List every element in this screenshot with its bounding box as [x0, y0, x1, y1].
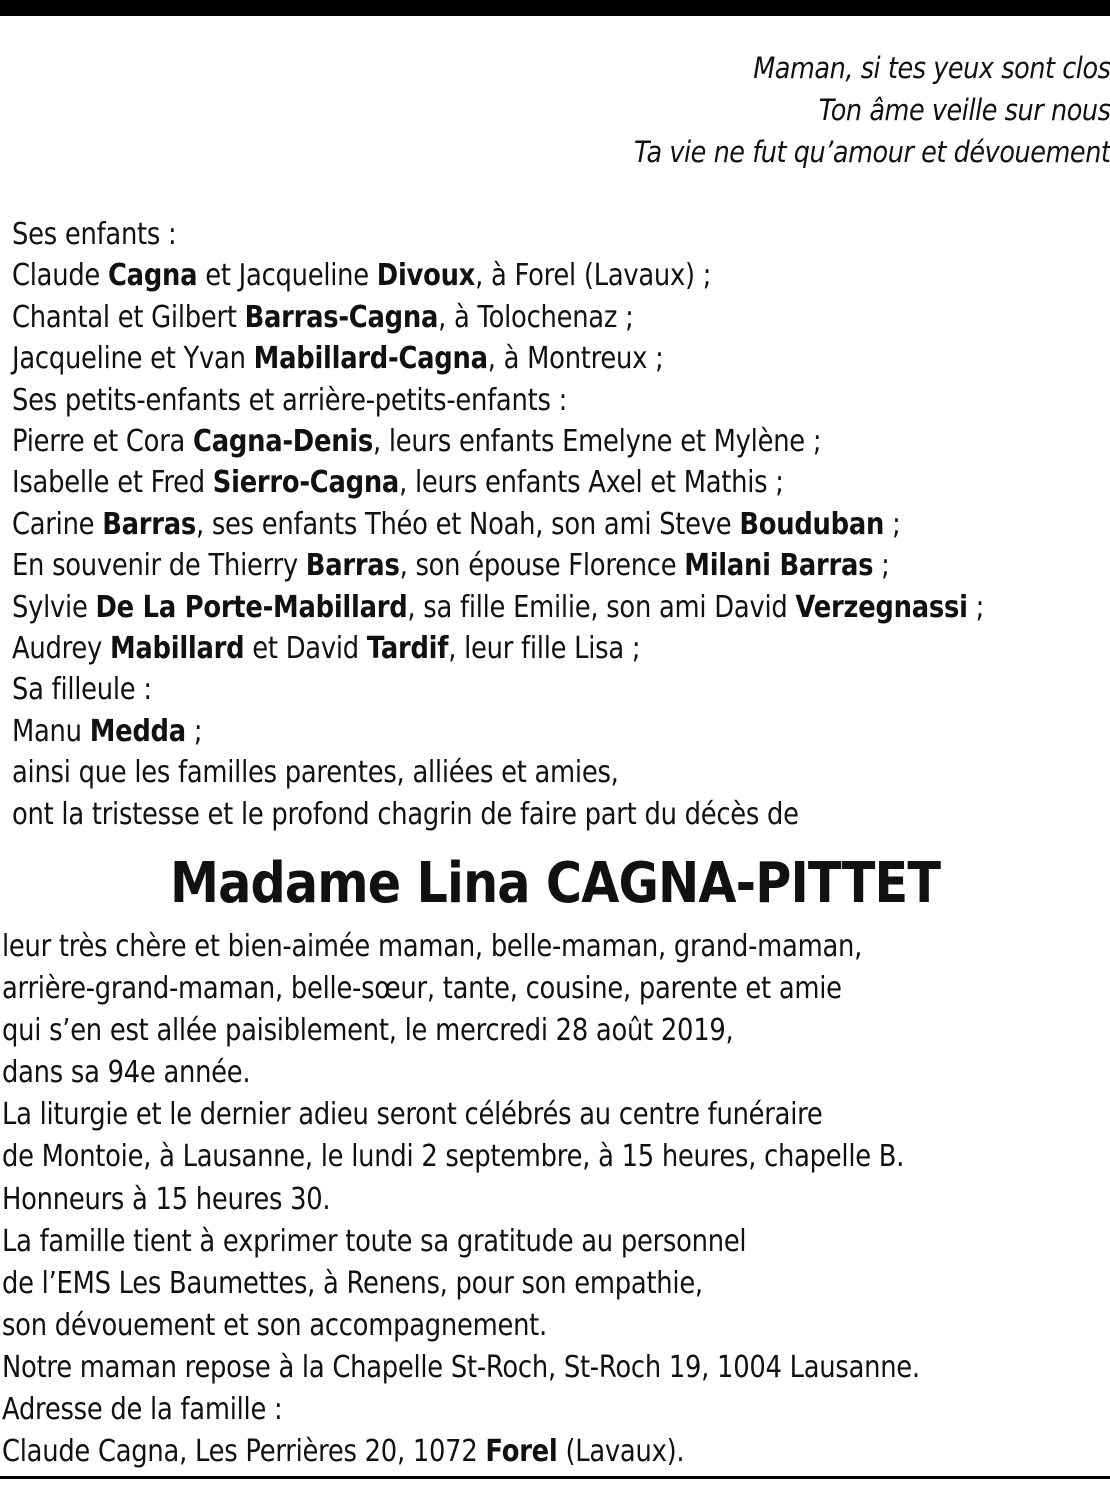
family-line [12, 255, 984, 296]
line-text: ; [185, 713, 203, 749]
line-text: , sa fille Emilie, son ami David [407, 589, 796, 625]
line-text: , ses enfants Théo et Noah, son ami Steve [195, 506, 740, 542]
surname-text: Milani Barras [684, 548, 874, 584]
surname-text: Medda [89, 713, 186, 749]
line-text: La liturgie et le dernier adieu seront célébrés au centre funéraire [2, 1097, 823, 1133]
family-line [12, 297, 984, 338]
line-text: Notre maman repose à la Chapelle St-Roch, St-Roch 19, 1004 Lausanne. [2, 1349, 920, 1385]
line-text: de Montoie, à Lausanne, le lundi 2 septembre, à 15 heures, chapelle B. [2, 1139, 905, 1175]
family-line [12, 752, 984, 793]
family-line [12, 587, 984, 628]
line-text: En souvenir de Thierry [12, 548, 306, 584]
epigraph [633, 47, 1110, 173]
line-text: Jacqueline et Yvan [12, 341, 254, 377]
surname-text: Tardif [366, 631, 449, 667]
surname-text: Cagna [107, 258, 198, 294]
announcement-body [2, 926, 920, 1473]
surname-text: Cagna-Denis [193, 424, 373, 460]
body-line [2, 1010, 920, 1052]
line-text: Claude [12, 258, 108, 294]
body-line [2, 1389, 920, 1431]
body-line [2, 1347, 920, 1389]
line-text: ainsi que les familles parentes, alliées et amies, [12, 755, 619, 791]
line-text: Audrey [12, 631, 110, 667]
line-text: , leurs enfants Axel et Mathis ; [399, 465, 784, 501]
line-text: , leur fille Lisa ; [448, 631, 641, 667]
surname-text: Barras [102, 506, 196, 542]
line-text: , son épouse Florence [399, 548, 685, 584]
surname-text: Mabillard [109, 631, 245, 667]
line-text: La famille tient à exprimer toute sa gratitude au personnel [2, 1223, 747, 1259]
family-line [12, 338, 984, 379]
surname-text: Sierro-Cagna [212, 465, 400, 501]
surname-text: Bouduban [739, 506, 885, 542]
line-text: son dévouement et son accompagnement. [2, 1307, 547, 1343]
family-line [12, 421, 984, 462]
line-text: ; [967, 589, 985, 625]
surname-text: Verzegnassi [795, 589, 968, 625]
line-text: arrière-grand-maman, belle-sœur, tante, cousine, parente et amie [2, 971, 842, 1007]
family-line [12, 711, 984, 752]
line-text: Ses petits-enfants et arrière-petits-enfants : [12, 382, 568, 418]
line-text: Pierre et Cora [12, 424, 194, 460]
body-line [2, 1263, 920, 1305]
line-text: Honneurs à 15 heures 30. [2, 1181, 331, 1217]
body-line [2, 1179, 920, 1221]
line-text: ; [873, 548, 890, 584]
body-line [2, 1305, 920, 1347]
line-text: Adresse de la famille : [2, 1392, 283, 1428]
line-text: Sylvie [12, 589, 96, 625]
top-rule [0, 0, 1110, 16]
line-text: Claude Cagna, Les Perrières 20, 1072 [2, 1434, 486, 1470]
line-text: et David [244, 631, 367, 667]
family-line [12, 214, 984, 255]
surname-text: Divoux [376, 258, 476, 294]
body-line [2, 1052, 920, 1094]
line-text: qui s’en est allée paisiblement, le mercredi 28 août 2019, [2, 1013, 734, 1049]
line-text: , à Tolochenaz ; [438, 299, 634, 335]
body-line [2, 968, 920, 1010]
epigraph-line: Ton âme veille sur nous [818, 93, 1110, 127]
family-line [12, 462, 984, 503]
body-line [2, 1221, 920, 1263]
surname-text: De La Porte-Mabillard [95, 589, 408, 625]
line-text: Isabelle et Fred [12, 465, 213, 501]
body-line [2, 1431, 920, 1473]
line-text: dans sa 94e année. [2, 1055, 251, 1091]
surname-text: Barras-Cagna [244, 299, 439, 335]
body-line [2, 1094, 920, 1136]
line-text: Carine [12, 506, 103, 542]
surname-text: Mabillard-Cagna [253, 341, 488, 377]
line-text: (Lavaux). [557, 1434, 685, 1470]
deceased-name: Madame Lina CAGNA-PITTET [169, 851, 941, 916]
family-line [12, 669, 984, 710]
line-text: , à Forel (Lavaux) ; [475, 258, 712, 294]
family-list [12, 214, 984, 835]
family-line [12, 628, 984, 669]
line-text: , à Montreux ; [487, 341, 664, 377]
epigraph-line: Maman, si tes yeux sont clos [752, 51, 1110, 85]
family-line [12, 380, 984, 421]
line-text: Ses enfants : [12, 217, 177, 252]
line-text: , leurs enfants Emelyne et Mylène ; [372, 424, 822, 460]
epigraph-line: Ta vie ne fut qu’amour et dévouement [633, 135, 1110, 169]
line-text: ont la tristesse et le profond chagrin de faire part du décès de [12, 796, 799, 832]
family-line [12, 794, 984, 835]
surname-text: Forel [485, 1434, 558, 1470]
line-text: et Jacqueline [197, 258, 377, 294]
family-line [12, 504, 984, 545]
line-text: Chantal et Gilbert [12, 299, 245, 335]
body-line [2, 1136, 920, 1178]
line-text: Sa filleule : [12, 672, 152, 708]
surname-text: Barras [305, 548, 400, 584]
body-line [2, 926, 920, 968]
line-text: leur très chère et bien-aimée maman, belle-maman, grand-maman, [2, 929, 863, 964]
line-text: de l’EMS Les Baumettes, à Renens, pour son empathie, [2, 1265, 703, 1301]
bottom-rule [0, 1476, 1110, 1479]
line-text: Manu [12, 713, 90, 749]
line-text: ; [884, 506, 901, 542]
family-line [12, 545, 984, 586]
